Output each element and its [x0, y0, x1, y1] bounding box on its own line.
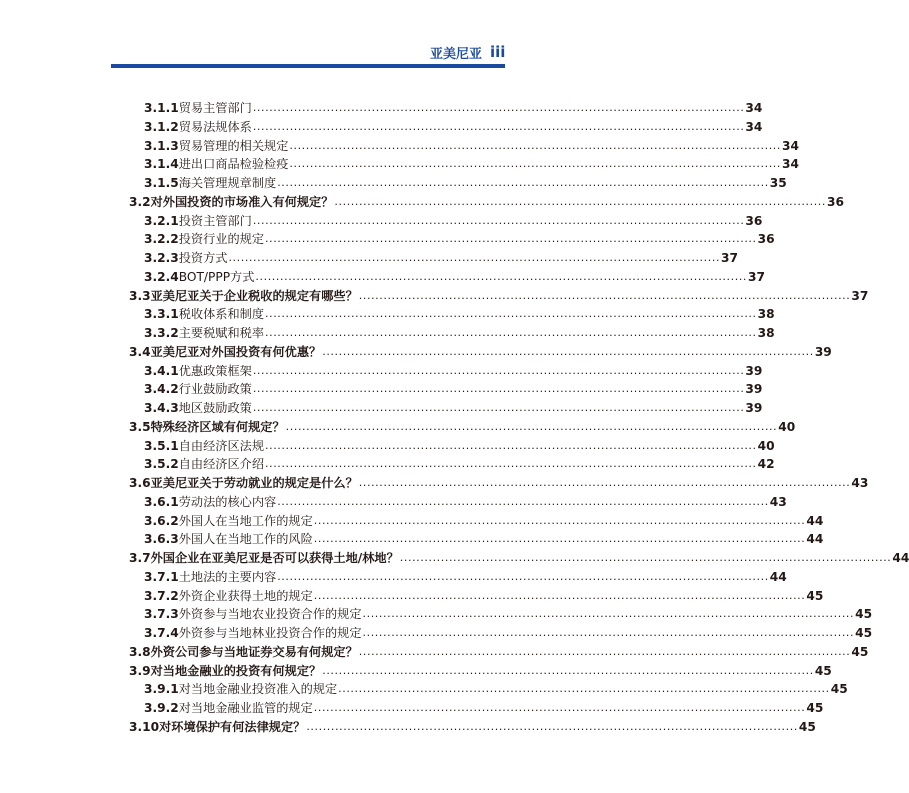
toc-entry-number: 3.3 [129, 288, 151, 303]
toc-leader-dots: ........................................................................................................................ [252, 382, 745, 396]
toc-entry-page: 40 [778, 419, 796, 434]
toc-entry-number: 3.7 [129, 551, 151, 565]
toc-entry-title: 外国人在当地工作的规定 [178, 513, 313, 528]
toc-entry-title: 贸易管理的相关规定 [178, 138, 289, 153]
toc-subsection-entry[interactable] [144, 509, 824, 528]
toc-leader-dots: ........................................................................................................................ [289, 157, 781, 171]
toc-leader-dots: ........................................................................................................................ [252, 119, 745, 133]
running-header-title: 亚美尼亚 [429, 47, 482, 62]
toc-entry-title: 行业鼓励政策 [178, 382, 252, 397]
toc-entry-number: 3.7.4 [144, 626, 179, 640]
toc-leader-dots: ........................................................................................................................ [362, 626, 855, 639]
toc-entry-number: 3.10 [129, 719, 160, 734]
toc-section-entry[interactable] [129, 284, 869, 303]
toc-entry-page: 39 [745, 382, 763, 397]
toc-entry-number: 3.9.1 [144, 682, 179, 697]
toc-entry-page: 44 [806, 513, 824, 528]
toc-entry-page: 34 [745, 119, 763, 134]
toc-subsection-entry[interactable] [144, 621, 873, 640]
toc-entry-number: 3.5.2 [144, 457, 179, 472]
toc-leader-dots: ........................................................................................................................ [265, 326, 757, 339]
toc-entry-page: 39 [745, 401, 763, 415]
toc-subsection-entry[interactable] [144, 452, 775, 472]
toc-entry-title: 亚美尼亚关于劳动就业的规定是什么？ [150, 476, 358, 490]
toc-subsection-entry[interactable] [144, 677, 848, 697]
toc-leader-dots: ........................................................................................................................ [252, 363, 745, 377]
toc-entry-title: 对当地金融业监管的规定 [178, 701, 313, 715]
toc-entry-title: 地区鼓励政策 [178, 401, 252, 415]
toc-leader-dots: ........................................................................................................................ [358, 644, 851, 658]
toc-entry-title: 贸易主管部门 [178, 101, 252, 115]
toc-entry-page: 36 [757, 232, 775, 247]
toc-leader-dots: ........................................................................................................................ [334, 194, 826, 208]
toc-entry-number: 3.3.2 [144, 326, 179, 340]
toc-subsection-entry[interactable] [144, 227, 775, 247]
toc-entry-number: 3.2.4 [144, 269, 179, 284]
toc-leader-dots: ........................................................................................................................ [265, 457, 757, 471]
toc-entry-page: 45 [830, 682, 848, 697]
toc-entry-number: 3.1.2 [144, 119, 179, 134]
toc-section-entry[interactable] [129, 659, 832, 678]
toc-leader-dots: ........................................................................................................................ [362, 607, 855, 621]
toc-entry-title: 对当地金融业的投资有何规定？ [150, 663, 322, 678]
toc-subsection-entry[interactable] [144, 152, 799, 172]
toc-entry-title: 外国企业在亚美尼亚是否可以获得土地/林地？ [150, 551, 399, 565]
toc-entry-page: 36 [827, 194, 844, 209]
toc-entry-page: 43 [851, 476, 869, 490]
toc-entry-title: 亚美尼亚关于企业税收的规定有哪些？ [150, 288, 358, 303]
toc-entry-title: 进出口商品检验检疫 [178, 157, 289, 172]
toc-leader-dots: ........................................................................................................................ [313, 532, 806, 546]
toc-entry-title: 外资参与当地农业投资合作的规定 [178, 607, 362, 622]
toc-entry-title: 劳动法的核心内容 [178, 494, 277, 509]
toc-leader-dots: ........................................................................................................................ [313, 588, 806, 602]
toc-entry-number: 3.5 [129, 419, 151, 434]
toc-entry-page: 38 [757, 326, 775, 340]
toc-leader-dots: ........................................................................................................................ [252, 213, 745, 227]
toc-section-entry[interactable] [129, 546, 909, 565]
toc-leader-dots: ........................................................................................................................ [265, 438, 757, 452]
toc-entry-number: 3.8 [129, 644, 151, 659]
toc-entry-number: 3.6.1 [144, 494, 179, 509]
toc-entry-page: 45 [798, 719, 816, 734]
toc-entry-number: 3.2.2 [144, 232, 179, 247]
toc-entry-page: 45 [814, 663, 832, 678]
toc-leader-dots: ........................................................................................................................ [322, 663, 814, 677]
toc-leader-dots: ........................................................................................................................ [338, 682, 830, 696]
toc-entry-number: 3.1.1 [144, 101, 179, 115]
toc-entry-page: 44 [806, 532, 824, 547]
toc-entry-page: 44 [892, 551, 909, 565]
toc-leader-dots: ........................................................................................................................ [399, 551, 892, 564]
toc-leader-dots: ........................................................................................................................ [313, 701, 806, 714]
toc-leader-dots: ........................................................................................................................ [252, 401, 745, 414]
toc-section-entry[interactable] [129, 715, 816, 734]
toc-entry-page: 34 [781, 157, 799, 172]
toc-subsection-entry[interactable] [144, 565, 787, 584]
toc-entry-title: 对环境保护有何法律规定？ [159, 719, 306, 734]
toc-entry-title: 外国人在当地工作的风险 [178, 532, 313, 547]
toc-entry-page: 35 [769, 176, 787, 190]
toc-entry-number: 3.1.5 [144, 176, 179, 190]
toc-entry-title: 亚美尼亚对外国投资有何优惠？ [150, 344, 322, 359]
toc-entry-page: 44 [769, 569, 787, 584]
toc-entry-title: 投资行业的规定 [178, 232, 265, 247]
toc-leader-dots: ........................................................................................................................ [306, 719, 798, 733]
toc-entry-title: 自由经济区法规 [178, 438, 265, 453]
toc-entry-page: 39 [814, 344, 832, 359]
toc-subsection-entry[interactable] [144, 584, 824, 603]
toc-entry-page: 34 [781, 138, 799, 153]
toc-entry-number: 3.7.2 [144, 588, 179, 603]
page-number: iii [490, 43, 506, 61]
toc-entry-number: 3.1.4 [144, 157, 179, 172]
toc-leader-dots: ........................................................................................................................ [313, 513, 806, 527]
toc-entry-number: 3.9 [129, 663, 151, 678]
toc-entry-number: 3.5.1 [144, 438, 179, 453]
toc-entry-page: 45 [806, 701, 824, 715]
toc-leader-dots: ........................................................................................................................ [277, 494, 769, 508]
toc-entry-number: 3.9.2 [144, 701, 179, 715]
toc-entry-number: 3.4.2 [144, 382, 179, 397]
toc-entry-page: 34 [745, 101, 763, 115]
toc-entry-title: 主要税赋和税率 [178, 326, 265, 340]
toc-subsection-entry[interactable] [144, 359, 763, 378]
toc-subsection-entry[interactable] [144, 321, 775, 340]
toc-subsection-entry[interactable] [144, 602, 873, 622]
toc-subsection-entry[interactable] [144, 527, 824, 547]
toc-entry-page: 45 [806, 588, 824, 603]
toc-entry-number: 3.4.1 [144, 363, 179, 378]
toc-entry-page: 45 [851, 644, 869, 659]
toc-subsection-entry[interactable] [144, 696, 824, 715]
toc-entry-page: 42 [757, 457, 775, 472]
toc-entry-page: 38 [757, 307, 775, 322]
toc-subsection-entry[interactable] [144, 134, 799, 153]
toc-entry-number: 3.6 [129, 476, 151, 490]
toc-subsection-entry[interactable] [144, 246, 739, 265]
toc-entry-title: 自由经济区介绍 [178, 457, 265, 472]
toc-entry-number: 3.1.3 [144, 138, 179, 153]
toc-subsection-entry[interactable] [144, 434, 775, 453]
toc-leader-dots: ........................................................................................................................ [228, 251, 721, 264]
toc-leader-dots: ........................................................................................................................ [255, 269, 748, 283]
header-rule [111, 64, 505, 68]
toc-leader-dots: ........................................................................................................................ [289, 138, 781, 152]
toc-section-entry[interactable] [129, 640, 869, 659]
toc-entry-page: 39 [745, 363, 763, 378]
toc-entry-title: 投资方式 [178, 251, 228, 265]
toc-entry-title: 对当地金融业投资准入的规定 [178, 682, 338, 697]
toc-subsection-entry[interactable] [144, 377, 763, 397]
toc-entry-number: 3.2 [129, 194, 151, 209]
toc-entry-number: 3.6.3 [144, 532, 179, 547]
toc-subsection-entry[interactable] [144, 96, 763, 115]
toc-entry-title: 外资公司参与当地证券交易有何规定？ [150, 644, 358, 659]
toc-subsection-entry[interactable] [144, 115, 763, 134]
toc-subsection-entry[interactable] [144, 209, 763, 228]
toc-entry-title: 对外国投资的市场准入有何规定？ [150, 194, 334, 209]
toc-entry-number: 3.2.3 [144, 251, 179, 265]
toc-entry-title: 海关管理规章制度 [178, 176, 277, 190]
toc-entry-title: 外资参与当地林业投资合作的规定 [178, 626, 362, 640]
toc-entry-number: 3.7.3 [144, 607, 179, 622]
toc-entry-title: 外资企业获得土地的规定 [178, 588, 313, 603]
toc-section-entry[interactable] [129, 415, 796, 434]
toc-entry-number: 3.7.1 [144, 569, 179, 584]
toc-entry-number: 3.2.1 [144, 213, 179, 228]
toc-leader-dots: ........................................................................................................................ [265, 232, 757, 246]
toc-section-entry[interactable] [129, 190, 844, 209]
toc-leader-dots: ........................................................................................................................ [277, 569, 769, 583]
toc-section-entry[interactable] [129, 471, 869, 490]
toc-entry-title: 土地法的主要内容 [178, 569, 277, 584]
toc-subsection-entry[interactable] [144, 396, 763, 415]
toc-leader-dots: ........................................................................................................................ [322, 344, 814, 358]
toc-leader-dots: ........................................................................................................................ [277, 176, 769, 189]
toc-entry-title: 投资主管部门 [178, 213, 252, 228]
toc-entry-page: 37 [851, 288, 869, 303]
toc-entry-title: 优惠政策框架 [178, 363, 252, 378]
toc-leader-dots: ........................................................................................................................ [252, 101, 745, 114]
toc-subsection-entry[interactable] [144, 490, 787, 509]
toc-leader-dots: ........................................................................................................................ [285, 419, 778, 433]
toc-subsection-entry[interactable] [144, 302, 775, 322]
toc-entry-number: 3.4.3 [144, 401, 179, 415]
toc-section-entry[interactable] [129, 340, 832, 359]
toc-entry-title: 税收体系和制度 [178, 307, 265, 322]
toc-entry-page: 45 [855, 626, 873, 640]
toc-leader-dots: ........................................................................................................................ [358, 476, 851, 489]
toc-entry-page: 37 [748, 269, 765, 284]
toc-entry-number: 3.4 [129, 344, 151, 359]
toc-entry-page: 45 [855, 607, 873, 622]
toc-entry-number: 3.3.1 [144, 307, 179, 322]
toc-subsection-entry[interactable] [144, 265, 765, 284]
toc-entry-title: 特殊经济区域有何规定？ [150, 419, 285, 434]
toc-entry-page: 37 [721, 251, 739, 265]
toc-subsection-entry[interactable] [144, 171, 787, 190]
toc-leader-dots: ........................................................................................................................ [358, 288, 851, 302]
toc-entry-page: 43 [769, 494, 787, 509]
toc-entry-title: BOT/PPP方式 [178, 269, 255, 284]
toc-leader-dots: ........................................................................................................................ [265, 307, 757, 321]
toc-entry-page: 40 [757, 438, 775, 453]
toc-entry-number: 3.6.2 [144, 513, 179, 528]
toc-entry-page: 36 [745, 213, 763, 228]
toc-entry-title: 贸易法规体系 [178, 119, 252, 134]
